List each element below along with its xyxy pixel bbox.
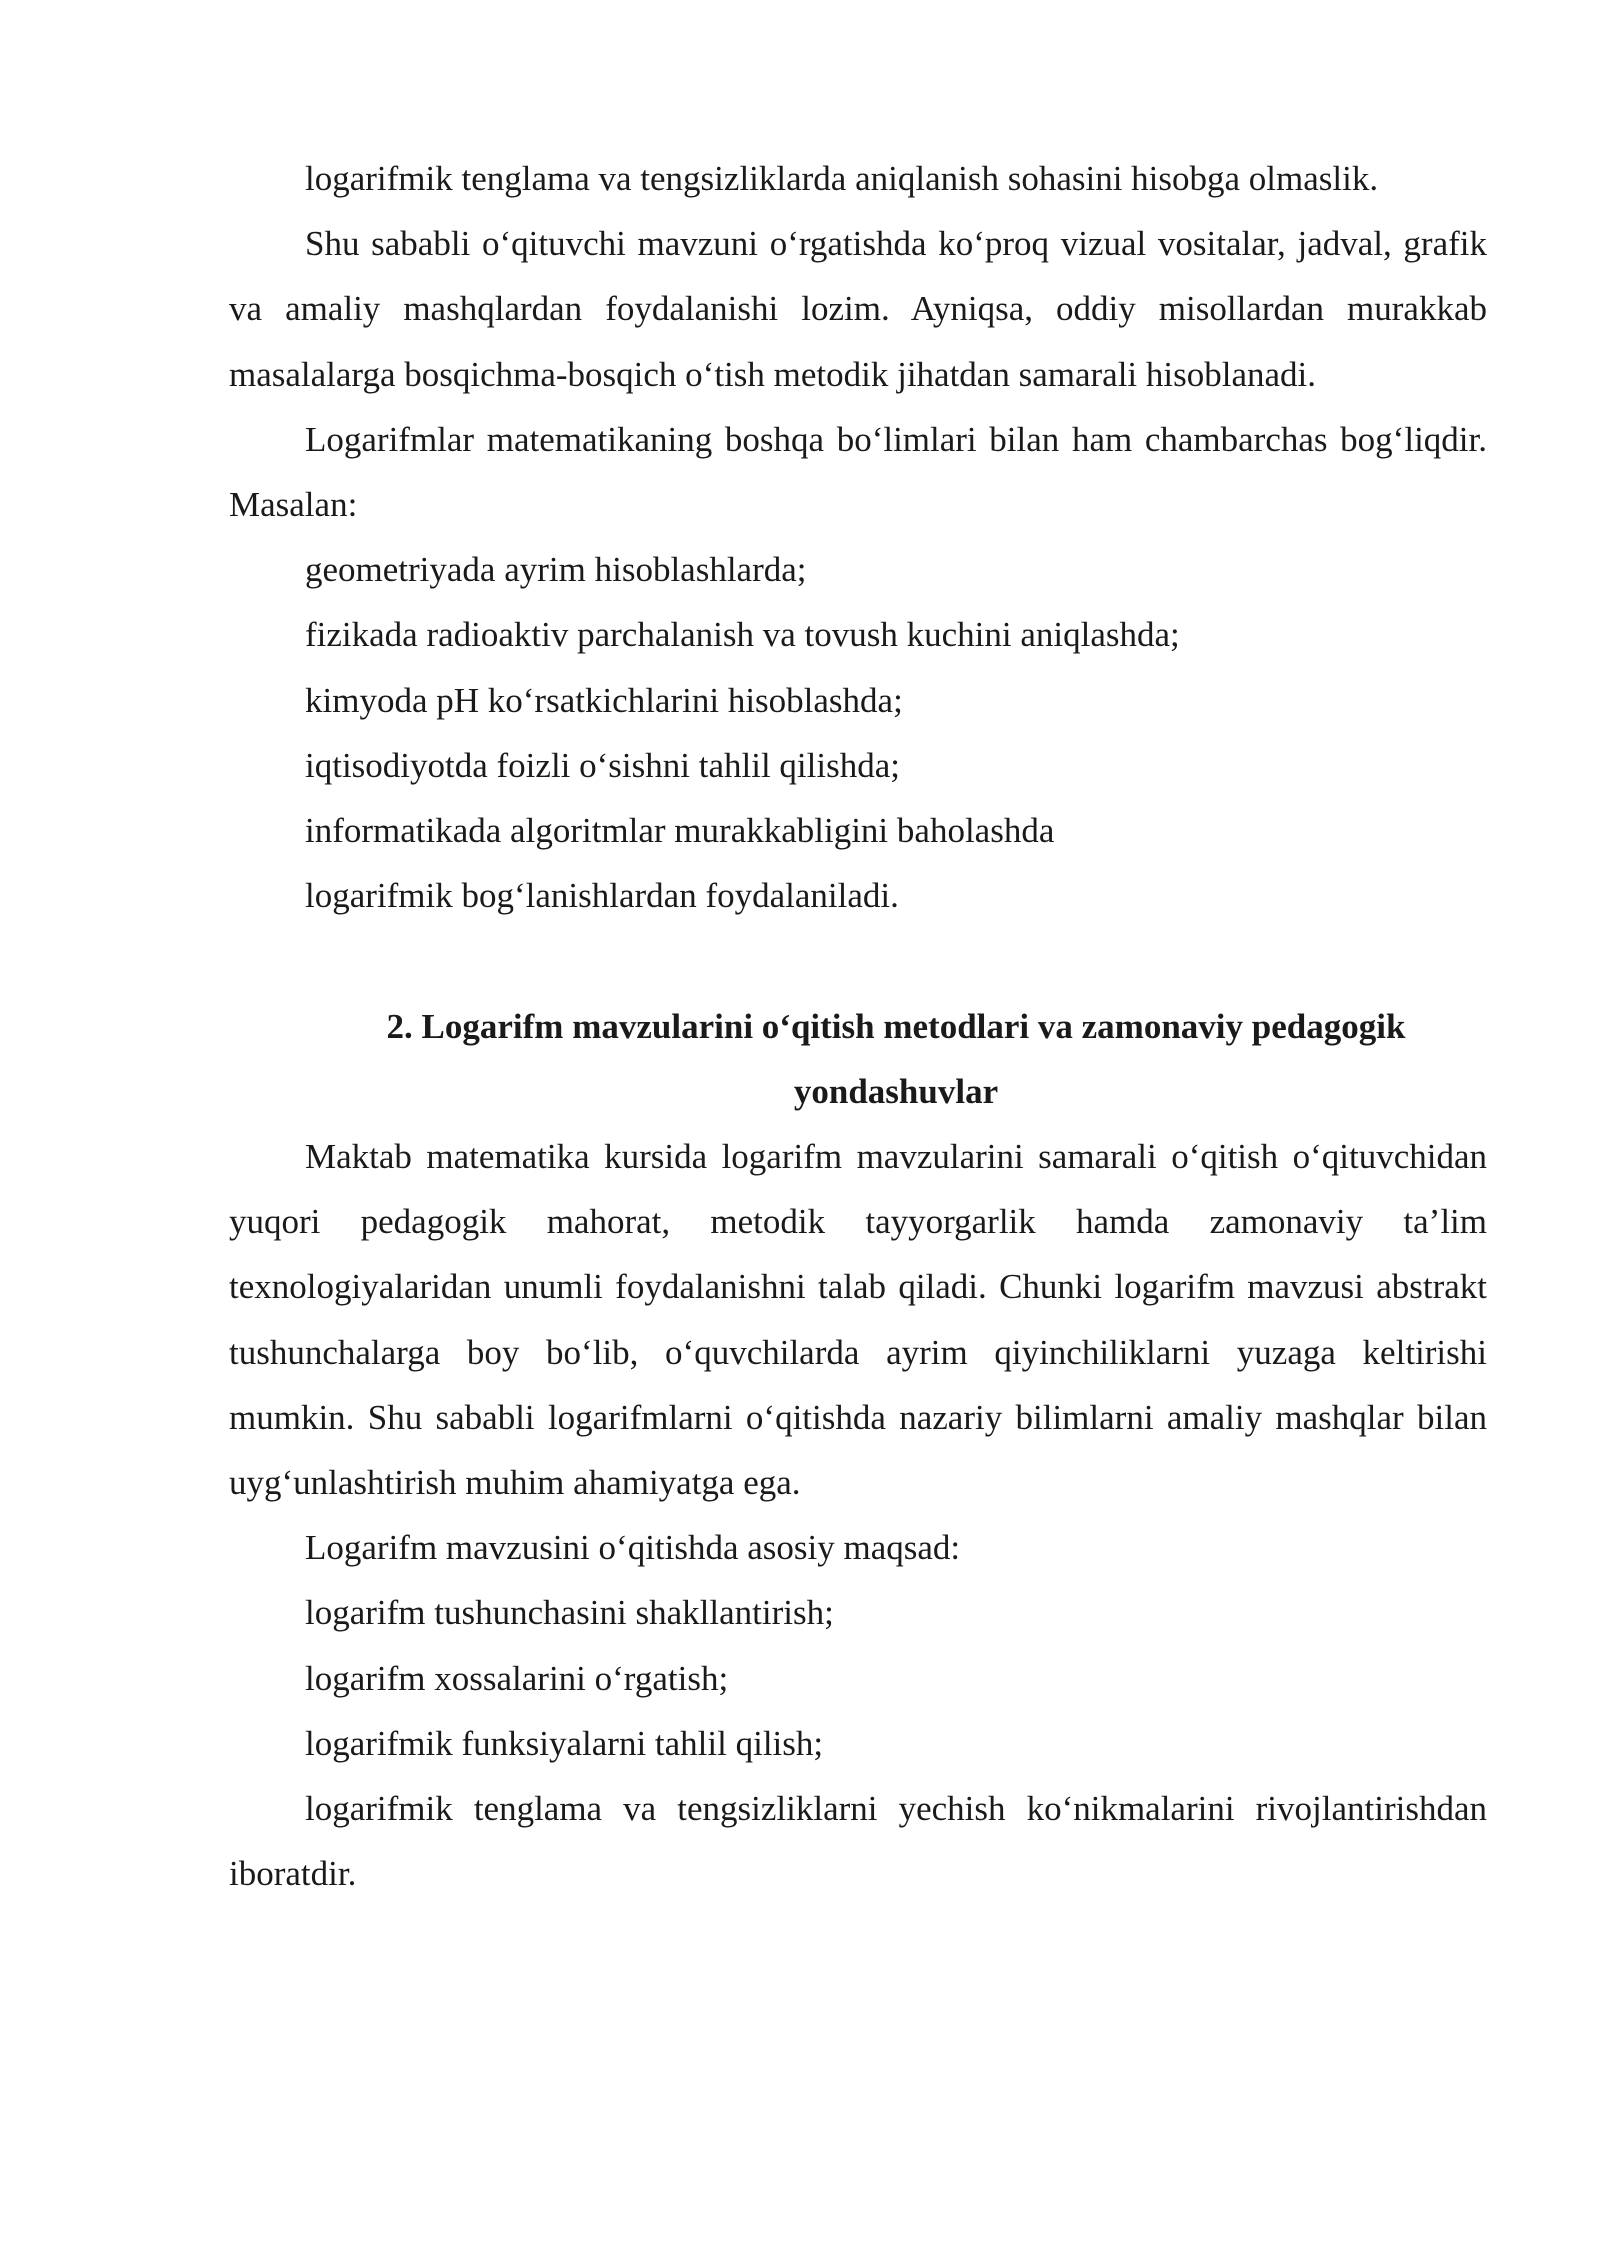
paragraph-final-goal: logarifmik tenglama va tengsizliklarni yechish ko‘nikmalarini rivojlantirishdan iboratdir.	[229, 1789, 1487, 1894]
section-heading: 2. Logarifm mavzularini o‘qitish metodlari va zamonaviy pedagogik yondashuvlar	[386, 1006, 1406, 1111]
list-item: kimyoda pH ko‘rsatkichlarini hisoblashda;	[305, 680, 903, 720]
paragraph-main-goal: Logarifm mavzusini o‘qitishda asosiy maqsad:	[305, 1528, 961, 1568]
list-item: logarifm xossalarini o‘rgatish;	[305, 1658, 729, 1698]
list-item: logarifm tushunchasini shakllantirish;	[305, 1593, 834, 1633]
list-item: logarifmik funksiyalarni tahlil qilish;	[305, 1723, 824, 1763]
list-item: iqtisodiyotda foizli o‘sishni tahlil qilishda;	[305, 745, 900, 785]
blank-line	[229, 928, 1487, 993]
goals-list	[229, 1580, 1487, 1776]
list-item: geometriyada ayrim hisoblashlarda;	[305, 550, 807, 590]
list-item: fizikada radioaktiv parchalanish va tovush kuchini aniqlashda;	[305, 615, 1180, 655]
document-page	[229, 146, 1487, 1906]
intro-continuation: logarifmik tenglama va tengsizliklarda aniqlanish sohasini hisobga olmaslik.	[305, 159, 1379, 198]
list-item: logarifmik bog‘lanishlardan foydalaniladi.	[305, 876, 899, 916]
list-item: informatikada algoritmlar murakkabligini baholashda	[305, 811, 1055, 851]
paragraph-visual-tools: Shu sababli o‘qituvchi mavzuni o‘rgatishda ko‘proq vizual vositalar, jadval, grafik va amaliy mashqlardan foydalanishi lozim. Ayniqsa, oddiy misollardan murakkab masalalarga bosqichma-bosqich o‘tish metodik jihatdan samarali hisoblanadi.	[229, 224, 1487, 394]
applications-list	[229, 537, 1487, 928]
paragraph-connections: Logarifmlar matematikaning boshqa bo‘limlari bilan ham chambarchas bog‘liqdir. Masalan:	[229, 419, 1487, 525]
paragraph-school-course: Maktab matematika kursida logarifm mavzularini samarali o‘qitish o‘qituvchidan yuqori pedagogik mahorat, metodik tayyorgarlik hamda zamonaviy ta’lim texnologiyalaridan unumli foydalanishni talab qiladi. Chunki logarifm mavzusi abstrakt tushunchalarga boy bo‘lib, o‘quvchilarda ayrim qiyinchiliklarni yuzaga keltirishi mumkin. Shu sababli logarifmlarni o‘qitishda nazariy bilimlarni amaliy mashqlar bilan uyg‘unlashtirish muhim ahamiyatga ega.	[229, 1137, 1487, 1503]
